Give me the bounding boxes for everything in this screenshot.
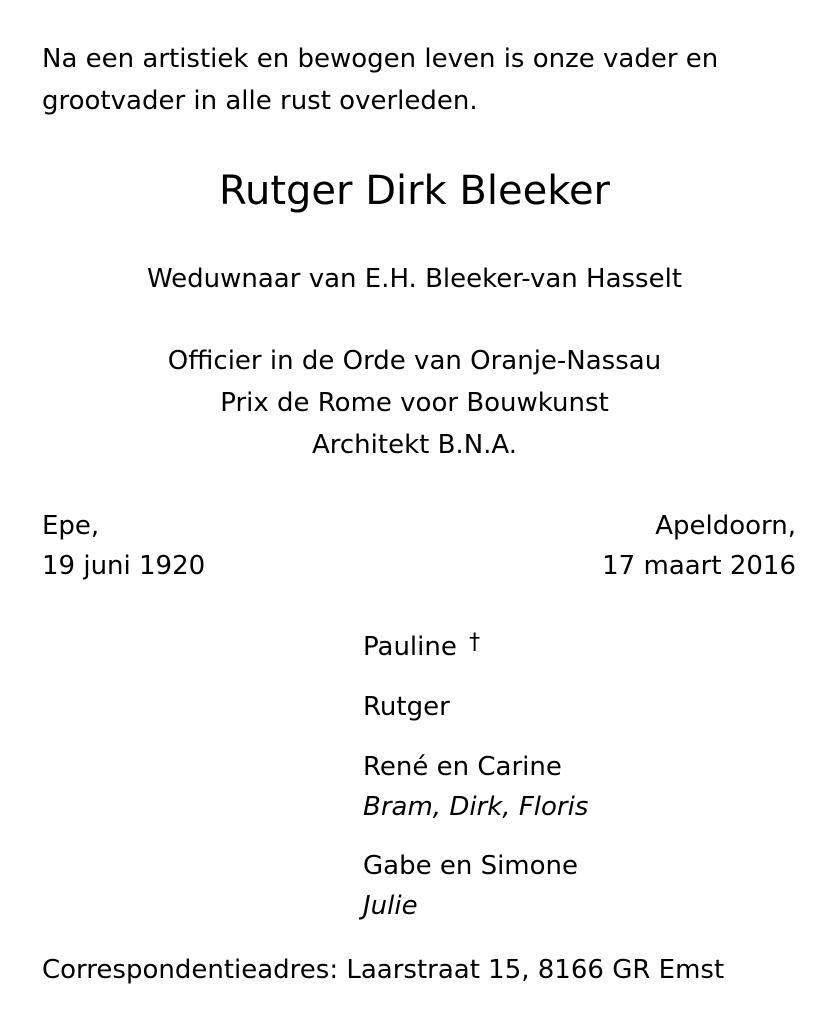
family-couple-gabe-simone: Gabe en Simone <box>363 851 579 881</box>
death-place: Apeldoorn, <box>655 511 796 541</box>
intro-line-1: Na een artistiek en bewogen leven is onze vader en <box>42 44 719 74</box>
intro-text <box>42 38 802 122</box>
family-member-pauline <box>363 627 480 669</box>
grandchildren-gabe-simone: Julie <box>363 891 418 921</box>
grandchildren-rene-carine: Bram, Dirk, Floris <box>363 792 589 822</box>
birth-date: 19 juni 1920 <box>42 551 206 581</box>
family-member-name: Pauline <box>363 632 457 662</box>
family-member-rutger: Rutger <box>363 692 450 722</box>
title-line-3: Architekt B.N.A. <box>311 430 518 460</box>
title-line-2: Prix de Rome voor Bouwkunst <box>220 388 609 418</box>
correspondence-address: Correspondentieadres: Laarstraat 15, 8166 GR Emst <box>42 955 725 985</box>
widower-line: Weduwnaar van E.H. Bleeker-van Hasselt <box>146 264 683 294</box>
intro-line-2: grootvader in alle rust overleden. <box>42 86 478 116</box>
title-line-1: Officier in de Orde van Oranje-Nassau <box>167 346 662 376</box>
cross-icon: † <box>469 630 481 655</box>
birth-place: Epe, <box>42 511 100 541</box>
death-date: 17 maart 2016 <box>602 551 796 581</box>
family-couple-rene-carine: René en Carine <box>363 752 562 782</box>
deceased-name: Rutger Dirk Bleeker <box>219 168 610 214</box>
